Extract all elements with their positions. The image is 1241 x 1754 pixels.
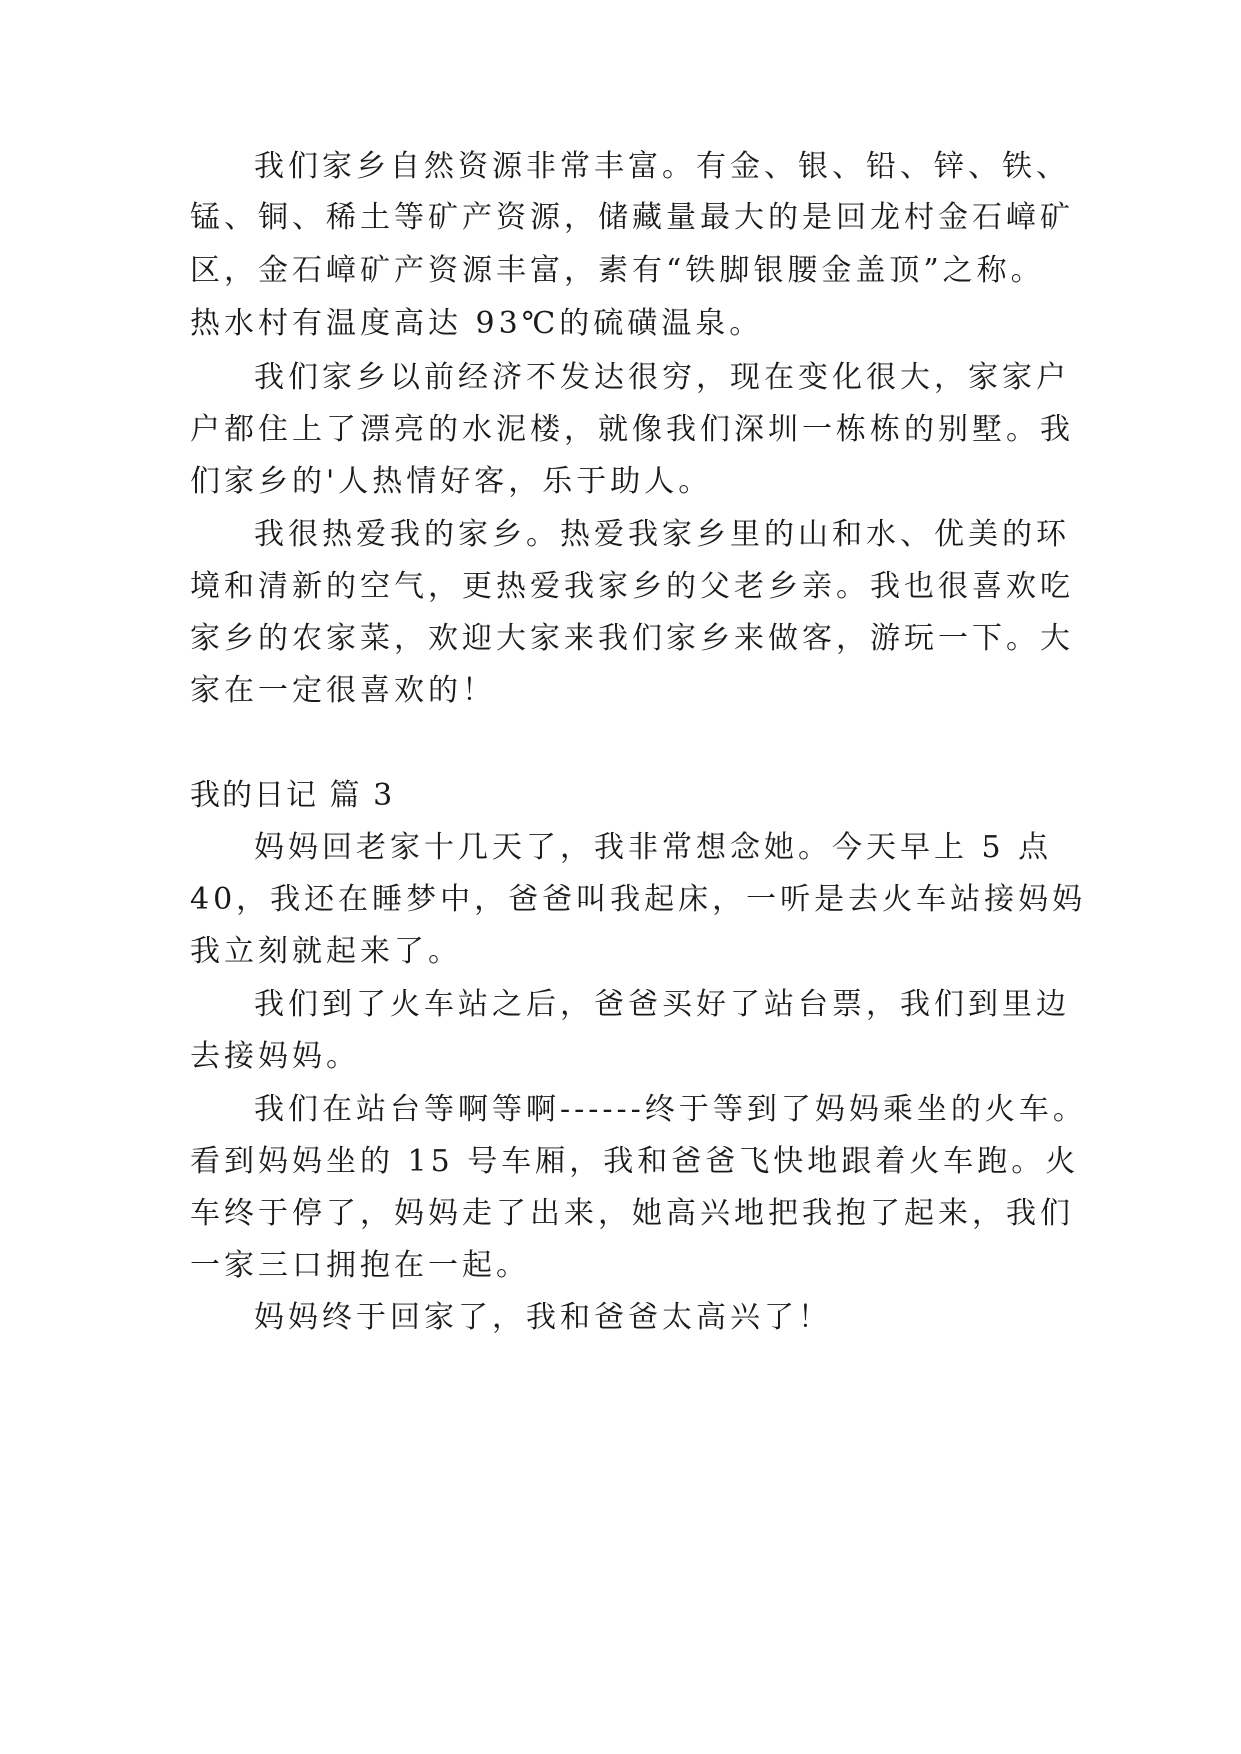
paragraph-line: 我们家乡以前经济不发达很穷，现在变化很大，家家户	[254, 360, 1070, 395]
paragraph-line: 车终于停了，妈妈走了出来，她高兴地把我抱了起来，我们	[190, 1196, 1074, 1231]
paragraph-line: 看到妈妈坐的 15 号车厢，我和爸爸飞快地跟着火车跑。火	[190, 1144, 1080, 1179]
section-title: 我的日记 篇 3	[190, 778, 395, 813]
paragraph-line: 锰、铜、稀土等矿产资源，储藏量最大的是回龙村金石嶂矿	[190, 200, 1074, 235]
paragraph-line: 热水村有温度高达 93℃的硫磺温泉。	[190, 306, 764, 341]
paragraph-line: 妈妈终于回家了，我和爸爸太高兴了！	[254, 1300, 832, 1335]
paragraph-line: 我很热爱我的家乡。热爱我家乡里的山和水、优美的环	[254, 517, 1070, 552]
paragraph-line: 家乡的农家菜，欢迎大家来我们家乡来做客，游玩一下。大	[190, 621, 1074, 656]
paragraph-line: 户都住上了漂亮的水泥楼，就像我们深圳一栋栋的别墅。我	[190, 412, 1074, 447]
paragraph-line: 妈妈回老家十几天了，我非常想念她。今天早上 5 点	[254, 830, 1053, 865]
paragraph-line: 境和清新的空气，更热爱我家乡的父老乡亲。我也很喜欢吃	[190, 569, 1074, 604]
paragraph-line: 家在一定很喜欢的！	[190, 673, 496, 708]
paragraph-line: 我们在站台等啊等啊------终于等到了妈妈乘坐的火车。	[254, 1092, 1087, 1127]
paragraph-line: 40，我还在睡梦中，爸爸叫我起床，一听是去火车站接妈妈	[190, 882, 1087, 917]
paragraph-line: 我们到了火车站之后，爸爸买好了站台票，我们到里边	[254, 987, 1070, 1022]
paragraph-line: 我立刻就起来了。	[190, 934, 462, 969]
paragraph-line: 一家三口拥抱在一起。	[190, 1248, 530, 1283]
paragraph-line: 去接妈妈。	[190, 1039, 360, 1074]
paragraph-line: 们家乡的'人热情好客，乐于助人。	[190, 464, 713, 499]
paragraph-line: 区，金石嶂矿产资源丰富，素有“铁脚银腰金盖顶”之称。	[190, 253, 1045, 288]
paragraph-line: 我们家乡自然资源非常丰富。有金、银、铅、锌、铁、	[254, 149, 1070, 184]
